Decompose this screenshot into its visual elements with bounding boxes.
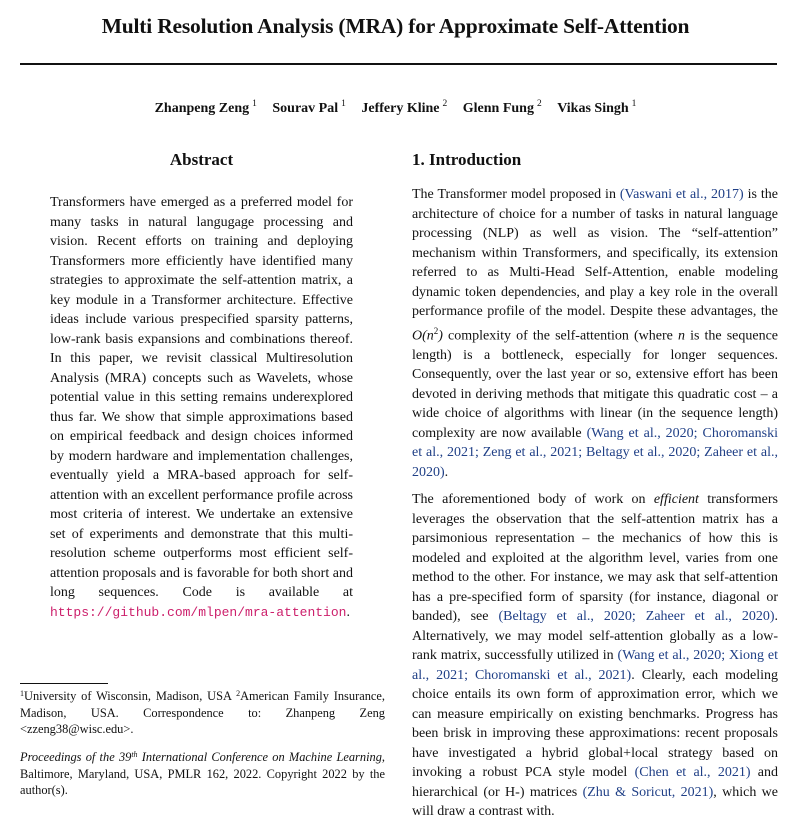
right-column [412, 150, 778, 822]
paper-title: Multi Resolution Analysis (MRA) for Approximate Self-Attention [101, 14, 690, 38]
citation-link[interactable]: (Chen et al., 2021) [634, 765, 751, 781]
affiliation-footnote: $^1$University of Wisconsin, Madison, USA $^2$American Family Insurance, Madison, USA. Correspondence to: Zhanpeng Zeng <zzeng38@wisc.edu>. [20, 689, 385, 736]
intro-paragraph-2 [412, 490, 778, 822]
code-link[interactable]: https://github.com/mlpen/mra-attention [50, 604, 347, 620]
abstract-body: Transformers have emerged as a preferred model for many tasks in natural langugage processing and vision. Recent efforts on training and deploying Transformers more efficiently have identified many strategies to approximate the self-attention matrix, a key module in a Transformer architecture. Effective ideas include various prespecified sparsity patterns, low-rank basis expansions and combinations thereof. In this paper, we revisit classical Multiresolution Analysis (MRA) concepts such as Wavelets, whose potential value in this setting remains underexplored thus far. We show that simple approximations based on empirical feedback and design choices informed by modern hardware and implementation challenges, eventually yield a MRA-based approach for self-attention with an excellent performance profile across most criteria of interest. We undertake an extensive set of experiments and demonstrate that this multi-resolution scheme outperforms most efficient self-attention proposals and is favorable for both short and long sequences. Code is available at https://github.com/mlpen/mra-attention. [50, 195, 353, 620]
author-list [0, 99, 791, 117]
math-expression: n [677, 328, 685, 344]
body-text: . [444, 464, 449, 480]
author: Vikas Singh $^1$ [557, 99, 637, 116]
intro-paragraph-1 [412, 185, 778, 482]
left-column [50, 150, 353, 622]
citation-link[interactable]: (Wang et al., 2020; Choromanski et al., 2021; Zeng et al., 2021; Beltagy et al., 2020; Zaheer et al., 2020) [412, 425, 778, 480]
body-text: , which we will draw a contrast with. [412, 784, 778, 820]
math-expression: ) [438, 328, 443, 344]
body-text: and hierarchical (or H-) matrices [412, 765, 779, 800]
section-heading-introduction: 1. Introduction [412, 150, 522, 169]
body-text: is the architecture of choice for a number of tasks in natural language processing (NLP) as well as vision. The “self-attention” mechanism within Transformers, and specifically, its extension referred to as Multi-Head Self-Attention, enable modeling dynamic token dependencies, and play a key role in the overall performance profile of the model. Despite these advantages, the [412, 187, 778, 319]
author: Glenn Fung $^2$ [462, 99, 542, 116]
abstract-heading: Abstract [169, 150, 234, 169]
citation-link[interactable]: (Vaswani et al., 2017) [619, 187, 744, 202]
body-text: The aforementioned body of work on [412, 492, 654, 508]
title-rule [20, 63, 777, 65]
math-exponent: 2 [433, 325, 439, 336]
body-text: . Clearly, each modeling choice entails its own form of approximation error, which we can measure empirically on existing benchmarks. Progress has been brisk in improving these approximations: recent proposals have investigated a hybrid global+local strategy based on invoking a robust PCA style model [412, 667, 778, 781]
citation-link[interactable]: (Beltagy et al., 2020; Zaheer et al., 2020) [498, 609, 775, 625]
author: Zhanpeng Zeng $^1$ [154, 99, 257, 116]
body-text: The Transformer model proposed in [412, 187, 620, 202]
body-text: complexity of the self-attention (where [442, 328, 678, 344]
body-text: . Alternatively, we may model self-attention globally as a low-rank matrix, successfully utilized in [412, 609, 778, 664]
citation-link[interactable]: (Zhu & Soricut, 2021) [582, 784, 714, 800]
math-expression: O(n [412, 328, 434, 344]
author: Sourav Pal $^1$ [272, 99, 346, 116]
emphasis-text: efficient [653, 492, 699, 508]
proceedings-note: Proceedings of the 39th International Conference on Machine Learning, Baltimore, Maryland, USA, PMLR 162, 2022. Copyright 2022 by the author(s). [20, 750, 386, 797]
citation-link[interactable]: (Wang et al., 2020; Xiong et al., 2021; Choromanski et al., 2021) [412, 648, 778, 683]
author: Jeffery Kline $^2$ [361, 99, 448, 116]
body-text: is the sequence length) is a bottleneck, especially for longer sequences. Consequently, over the last year or so, extensive effort has been devoted in deriving methods that mitigate this quadratic cost – a wide choice of algorithms with linear (in the sequence length) complexity are now available [412, 328, 779, 441]
body-text: transformers leverages the observation that the self-attention matrix has a parsimonious representation – the mechanics of how this is modeled and exploited at the algorithm level, varies from one method to the other. For instance, we may ask that self-attention has a pre-specified form of sparsity (for instance, diagonal or banded), see [412, 492, 778, 625]
footnote-rule [20, 683, 108, 684]
abstract-text: Transformers have emerged as a preferred model for many tasks in natural langugage processing and vision. Recent efforts on training and deploying Transformers more efficiently have identified many strategies to approximate the self-attention matrix, a key module in a Transformer architecture. Effective ideas include various prespecified sparsity patterns, low-rank basis expansions and combinations thereof. In this paper, we revisit classical Multiresolution Analysis (MRA) concepts such as Wavelets, whose potential value in this setting remains underexplored thus far. We show that simple approximations based on empirical feedback and design choices informed by modern hardware and implementation challenges, eventually yield a MRA-based approach for self-attention with an excellent performance profile across most criteria of interest. We undertake an extensive set of experiments and demonstrate that this multi-resolution scheme outperforms most efficient self-attention proposals and is favorable for both short and long sequences. Code is available at [50, 195, 353, 600]
